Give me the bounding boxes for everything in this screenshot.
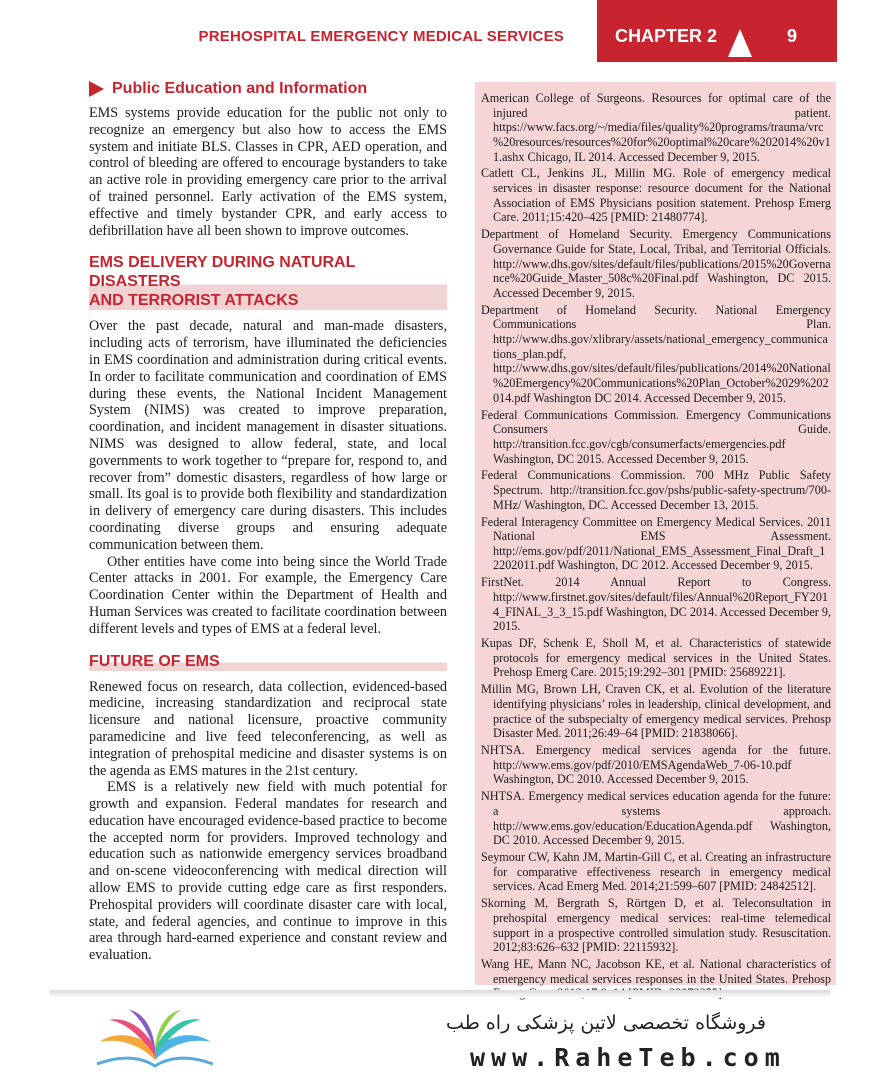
reference-item: Federal Communications Commission. Emergency Communications Consumers Guide. http://transition.fcc.gov/cgb/consumerfacts/emergencies.pdf Washington, DC 2015. Accessed December 9, 2015. bbox=[481, 407, 831, 466]
reference-item: FirstNet. 2014 Annual Report to Congress. http://www.firstnet.gov/sites/default/files/Annual%20Report_FY2014_FINAL_3_3_15.pdf Washington, DC 2014. Accessed December 9, 2015. bbox=[481, 575, 831, 634]
references-list bbox=[481, 91, 831, 1003]
paragraph: Renewed focus on research, data collection, evidenced-based medicine, increasing standardization and reciprocal state licensure and national licensure, proactive community paramedicine and live feed teleconferencing, as well as integration of prehospital medicine and disaster systems is on the agenda as EMS matures in the 21st century. bbox=[89, 678, 447, 779]
reference-item: Wang HE, Mann NC, Jacobson KE, et al. National characteristics of emergency medical services responses in the United States. Prehosp bbox=[481, 957, 831, 986]
reference-item: Department of Homeland Security. National Emergency Communications Plan. http://www.dhs.gov/xlibrary/assets/national_emergency_communications_plan.pdf, http://www.dhs.gov/sites/default/files/publications/2014%20National%20Emergency%20Communications%20Plan_October%2029%202014.pdf Washington DC 2014. Accessed December 9, 2015. bbox=[481, 302, 831, 405]
reference-item: NHTSA. Emergency medical services agenda for the future. http://www.ems.gov/pdf/2010/EMSAgendaWeb_7-06-10.pdf Washington, DC 2010. Accessed December 9, 2015. bbox=[481, 743, 831, 787]
section-heading-line: EMS DELIVERY DURING NATURAL DISASTERS bbox=[89, 254, 356, 291]
chapter-label: CHAPTER 2 bbox=[615, 26, 718, 46]
paragraph: Over the past decade, natural and man-made disasters, including acts of terrorism, have illuminated the deficiencies in EMS coordination and administration during critical events. In order to facilitate communication and coordination of EMS during these events, the National Incident Management System (NIMS) was created to improve preparation, coordination, and incident management in disaster situations. NIMS was designed to allow federal, state, and local governments to work together to “prepare for, respond to, and recover from” domestic disasters, regardless of how large or small. Its goal is to provide both flexibility and standardization in delivery of emergency care during disasters. This includes coordinating diverse groups and ensuring adequate communication between them. bbox=[89, 318, 447, 553]
reference-item: NHTSA. Emergency medical services education agenda for the future: a systems approach. http://www.ems.gov/education/EducationAgenda.pdf Washington, DC 2010. Accessed December 9, 2015. bbox=[481, 789, 831, 848]
main-column bbox=[89, 80, 447, 964]
brand-url[interactable]: www.RaheTeb.com bbox=[470, 1043, 786, 1072]
section-heading bbox=[89, 652, 447, 671]
triangle-icon bbox=[728, 29, 752, 57]
reference-item: Seymour CW, Kahn JM, Martin-Gill C, et al. Creating an infrastructure for comparative effectiveness research in emergency medical services. Acad Emerg Med. 2014;21:599–607 [PMID: 24842512]. bbox=[481, 850, 831, 894]
page-number: 9 bbox=[787, 26, 798, 46]
section-heading-line: FUTURE OF EMS bbox=[89, 652, 220, 670]
reference-item: Department of Homeland Security. Emergency Communications Governance Guide for State, Local, Tribal, and Territorial Officials. http://www.dhs.gov/sites/default/files/publications/2015%20Governance%20Guide_Master_508c%20Final.pdf Washington, DC 2015. Accessed December 9, 2015. bbox=[481, 227, 831, 300]
page-bottom-shadow bbox=[50, 990, 830, 998]
reference-item: Federal Interagency Committee on Emergency Medical Services. 2011 National EMS Assessment. http://ems.gov/pdf/2011/National_EMS_Assessment_Final_Draft_12202011.pdf Washington, DC 2012. Accessed December 9, 2015. bbox=[481, 514, 831, 573]
paragraph: EMS systems provide education for the public not only to recognize an emergency but also how to access the EMS system and initiate BLS. Classes in CPR, AED operation, and control of bleeding are offered to encourage bystanders to take an active role in providing emergency care prior to the arrival of trained personnel. Early activation of the EMS system, effective and timely bystander CPR, and early access to defibrillation have all been shown to improve outcomes. bbox=[89, 105, 447, 239]
paragraph: EMS is a relatively new field with much potential for growth and expansion. Federal mandates for research and education have encouraged evidence-based practice to become the accepted norm for providers. Improved technology and education such as nationwide emergency services broadband and on-scene videoconferencing with medical direction will allow EMS to provide cutting edge care as first responders. Prehospital providers will coordinate disaster care with local, state, and federal agencies, and continue to improve in this area through hard-earned experience and constant review and evaluation. bbox=[89, 779, 447, 964]
triangle-bullet-icon bbox=[89, 81, 104, 97]
paragraph: Other entities have come into being since the World Trade Center attacks in 2001. For example, the Emergency Care Coordination Center within the Department of Health and Human Services was created to facilitate coordination between different levels and types of EMS at a federal level. bbox=[89, 553, 447, 637]
reference-item: Millin MG, Brown LH, Craven CK, et al. Evolution of the literature identifying physicians’ roles in leadership, clinical development, and practice of the subspecialty of emergency medical services. Prehosp Disaster Med. 2011;26:49–64 [PMID: 21838066]. bbox=[481, 682, 831, 741]
page-header bbox=[0, 0, 876, 60]
brand-name: فروشگاه تخصصی لاتین پزشکی راه طب bbox=[446, 1012, 766, 1034]
section-heading bbox=[89, 253, 447, 310]
reference-item: American College of Surgeons. Resources for optimal care of the injured patient. https://www.facs.org/~/media/files/quality%20programs/trauma/vrc%20resources/resources%20for%20optimal%20care%202014%20v11.ashx Chicago, IL 2014. Accessed December 9, 2015. bbox=[481, 91, 831, 164]
chapter-tab bbox=[597, 0, 837, 62]
reference-item: Kupas DF, Schenk E, Sholl M, et al. Characteristics of statewide protocols for emergency medical services in the United States. Prehosp Emerg Care. 2015;19:292–301 [PMID: 25689221]. bbox=[481, 636, 831, 680]
subsection-heading-text: Public Education and Information bbox=[112, 80, 368, 97]
section-heading-line: AND TERRORIST ATTACKS bbox=[89, 292, 299, 310]
reference-item: Catlett CL, Jenkins JL, Millin MG. Role of emergency medical services in disaster response: resource document for the National Association of EMS Physicians position statement. Prehosp Emerg Care. 2011;15:420–425 [PMID: 21480774]. bbox=[481, 166, 831, 225]
reference-item: Skorning M, Bergrath S, Rörtgen D, et al. Teleconsultation in prehospital emergency medical services: real-time telemedical support in a prospective controlled simulation study. Resuscitation. 2012;83:626–632 [PMID: 22115932]. bbox=[481, 896, 831, 955]
subsection-heading bbox=[89, 80, 447, 98]
open-book-logo-icon bbox=[95, 1008, 215, 1070]
running-title: PREHOSPITAL EMERGENCY MEDICAL SERVICES bbox=[198, 28, 564, 45]
reference-item: Federal Communications Commission. 700 MHz Public Safety Spectrum. http://transition.fcc.gov/pshs/public-safety-spectrum/700-MHz/ Washington, DC. Accessed December 13, 2015. bbox=[481, 468, 831, 512]
